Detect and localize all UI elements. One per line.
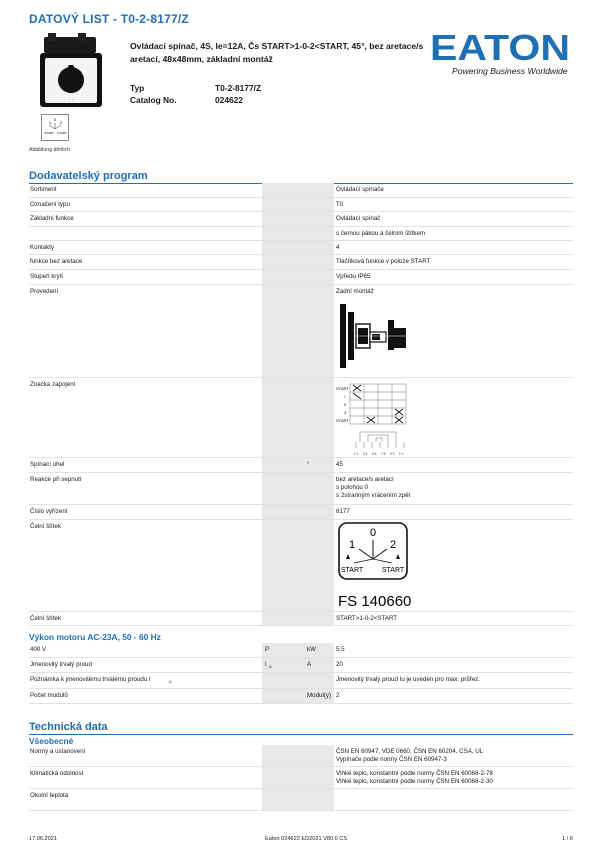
row-label: 400 V xyxy=(30,646,47,653)
thumbnail-icon xyxy=(41,114,69,141)
svg-text:/: / xyxy=(344,394,346,399)
svg-text:0: 0 xyxy=(369,527,377,539)
svg-text:START: START xyxy=(44,131,54,135)
table-row xyxy=(29,285,573,378)
svg-text:9 0: 9 0 xyxy=(390,452,395,456)
svg-text:1 2: 1 2 xyxy=(399,452,404,456)
thumbnail-caption: Abbildung ähnlich xyxy=(29,147,70,153)
front-plate-drawing xyxy=(338,522,413,612)
row-label: Poznámka k jmenovitému trvalému proudu I xyxy=(30,676,151,683)
footer-date: 17.06.2021 xyxy=(29,836,57,842)
row-label-sub: u xyxy=(169,679,172,684)
row-value: 8177 xyxy=(336,508,350,515)
row-value-2: Vypínače podle normy ČSN EN 60947-3 xyxy=(336,756,447,763)
row-label: Normy a ustanovení xyxy=(30,748,86,755)
table-row xyxy=(29,270,573,285)
row-value: 2 xyxy=(336,692,340,699)
row-symbol xyxy=(265,198,305,201)
table-row xyxy=(29,767,573,789)
row-value: 5.5 xyxy=(336,646,345,653)
row-label: Označení typu xyxy=(30,201,70,208)
table-row xyxy=(29,212,573,227)
circuit-diagram xyxy=(336,382,408,458)
row-unit xyxy=(307,505,335,508)
table-row xyxy=(29,643,573,658)
table-row xyxy=(29,658,573,673)
grey-column xyxy=(262,767,334,788)
row-value xyxy=(336,378,572,381)
type-label: Typ xyxy=(130,83,145,93)
row-symbol xyxy=(265,673,305,676)
row-value: Ovládací spínač xyxy=(336,215,381,222)
row-label: Stupeň krytí xyxy=(30,273,64,280)
row-symbol xyxy=(265,270,305,273)
row-label: funkce bez aretace xyxy=(30,258,83,265)
table-row xyxy=(29,378,573,458)
table-row xyxy=(29,241,573,255)
row-symbol: I xyxy=(265,661,267,668)
row-value: T0 xyxy=(336,201,344,208)
section-motor-title: Výkon motoru AC-23A, 50 - 60 Hz xyxy=(29,632,161,642)
row-unit: Modul(y) xyxy=(307,692,332,699)
eaton-logo-text: EATON xyxy=(430,30,570,62)
row-label: Spínací úhel xyxy=(30,461,65,468)
row-symbol xyxy=(265,689,305,692)
row-symbol xyxy=(265,378,305,381)
row-symbol xyxy=(265,212,305,215)
row-unit xyxy=(307,255,335,258)
table-row xyxy=(29,745,573,767)
table-row xyxy=(29,198,573,212)
row-symbol xyxy=(265,227,305,230)
type-value: T0-2-8177/Z xyxy=(215,83,262,93)
row-symbol xyxy=(265,520,305,523)
row-label: Kontakty xyxy=(30,244,55,251)
row-symbol xyxy=(265,255,305,258)
product-description: Ovládací spínač, 4S, Ie=12A, Čs START>1-0-2<START, 45°, bez aretace/s aretací, 48x48mm, základní montáž xyxy=(130,41,424,64)
svg-text:0: 0 xyxy=(344,402,347,407)
table-row xyxy=(29,183,573,198)
catalog-label: Catalog No. xyxy=(130,95,177,105)
row-label: Základní funkce xyxy=(30,215,74,222)
row-value: 4 xyxy=(336,244,340,251)
row-symbol xyxy=(265,285,305,288)
footer-doc-id: Eaton 024622 ED2021 V80.0 CS xyxy=(265,836,348,842)
svg-text:1: 1 xyxy=(348,539,356,551)
row-value-2 xyxy=(336,797,572,800)
table-row xyxy=(29,520,573,612)
grey-column xyxy=(262,745,334,766)
footer-page: 1 / 6 xyxy=(562,836,573,842)
svg-text:1 2: 1 2 xyxy=(354,452,359,456)
table-row xyxy=(29,612,573,626)
section-general-title: Všeobecné xyxy=(29,736,74,746)
row-unit: kW xyxy=(307,646,316,653)
row-value: Vlhké teplo, konstantní podle normy ČSN EN 60068-2-78 xyxy=(336,770,493,777)
svg-text:1: 1 xyxy=(48,120,52,125)
svg-text:3 4: 3 4 xyxy=(363,452,368,456)
row-symbol xyxy=(265,505,305,508)
row-value: Ovládací spínače xyxy=(336,186,384,193)
row-value: 20 xyxy=(336,661,343,668)
row-symbol xyxy=(265,473,305,476)
row-unit xyxy=(307,183,335,186)
row-label: Jmenovitý trvalý proud xyxy=(30,661,92,668)
row-unit xyxy=(307,227,335,230)
table-row xyxy=(29,505,573,520)
row-value: Vpředu IP65 xyxy=(336,273,371,280)
row-unit xyxy=(307,241,335,244)
section-program-title: Dodavatelský program xyxy=(29,170,148,182)
tagline: Powering Business Worldwide xyxy=(452,66,568,76)
catalog-value: 024622 xyxy=(215,95,243,105)
row-label: Provedení xyxy=(30,288,59,295)
row-unit: ° xyxy=(307,461,310,468)
table-row xyxy=(29,673,573,689)
row-value: Tlačítková funkce v poloze START xyxy=(336,258,431,265)
row-symbol xyxy=(265,183,305,186)
row-unit xyxy=(307,378,335,381)
row-value: bez aretace/s aretací xyxy=(336,476,394,483)
row-label: Počet modulů xyxy=(30,692,68,699)
svg-text:1: 1 xyxy=(344,410,347,415)
row-value: s černou pákou a čelním štítkem xyxy=(336,230,426,237)
table-row xyxy=(29,689,573,704)
eaton-logo xyxy=(428,30,573,62)
row-value: Jmenovitý trvalý proud Iu je uveden pro max. průřez. xyxy=(336,676,481,683)
row-unit xyxy=(307,285,335,288)
table-row xyxy=(29,227,573,241)
grey-column xyxy=(262,378,334,457)
svg-text:· ·: · · xyxy=(68,97,74,103)
table-row xyxy=(29,789,573,811)
row-label xyxy=(30,227,260,230)
svg-text:2: 2 xyxy=(389,539,397,551)
table-row xyxy=(29,255,573,270)
row-value-2: s polohou 0 xyxy=(336,484,368,491)
row-label: Čelní štítek xyxy=(30,615,61,622)
grey-column xyxy=(262,789,334,810)
row-value-2: Vlhké teplo, konstantní podle normy ČSN EN 60068-2-30 xyxy=(336,778,493,785)
svg-text:START: START xyxy=(336,386,349,391)
row-unit: A xyxy=(307,661,312,668)
table-row xyxy=(29,458,573,473)
row-symbol-sub: u xyxy=(269,664,272,669)
svg-text:START: START xyxy=(340,567,364,574)
row-symbol xyxy=(265,458,305,461)
row-value: 45 xyxy=(336,461,343,468)
row-unit xyxy=(307,473,335,476)
row-value: Zadní montáž xyxy=(336,288,374,295)
svg-text:FS 140660: FS 140660 xyxy=(338,593,412,610)
product-image xyxy=(38,33,106,109)
table-row xyxy=(29,473,573,505)
page-title: DATOVÝ LIST - T0-2-8177/Z xyxy=(29,12,189,26)
svg-text:START: START xyxy=(381,567,405,574)
row-unit xyxy=(307,212,335,215)
row-label: Značka zapojení xyxy=(30,381,76,388)
rear-mount-drawing xyxy=(336,302,416,372)
row-label: Čelní štítek xyxy=(30,523,61,530)
row-label: Klimatická odolnost xyxy=(30,770,84,777)
row-value: START>1-0-2<START xyxy=(336,615,398,622)
svg-text:7 8: 7 8 xyxy=(381,452,386,456)
row-label: Okolní teplota xyxy=(30,792,69,799)
grey-column xyxy=(262,520,334,611)
row-value: ČSN EN 60947, VDE 0660, ČSN EN 60204, CSA, UL xyxy=(336,748,484,755)
grey-column xyxy=(262,473,334,504)
row-label: Sortiment xyxy=(30,186,57,193)
row-unit xyxy=(307,520,335,523)
svg-text:2: 2 xyxy=(59,120,63,125)
svg-text:5 6: 5 6 xyxy=(372,452,377,456)
row-unit xyxy=(307,673,335,676)
row-value xyxy=(336,789,572,792)
row-symbol xyxy=(265,612,305,615)
row-unit xyxy=(307,612,335,615)
row-symbol: P xyxy=(265,646,270,653)
svg-text:START: START xyxy=(336,418,349,423)
section-tech-rule xyxy=(29,734,573,735)
row-value-3: s 2stranným vrácením zpět xyxy=(336,492,411,499)
row-label: Reakce při sepnutí xyxy=(30,476,82,483)
row-unit xyxy=(307,198,335,201)
row-unit xyxy=(307,270,335,273)
svg-text:0: 0 xyxy=(53,117,57,122)
svg-text:START: START xyxy=(57,131,67,135)
section-tech-title: Technická data xyxy=(29,721,108,733)
row-label: Číslo vyřízení xyxy=(30,508,68,515)
row-symbol xyxy=(265,241,305,244)
grey-column xyxy=(262,285,334,377)
